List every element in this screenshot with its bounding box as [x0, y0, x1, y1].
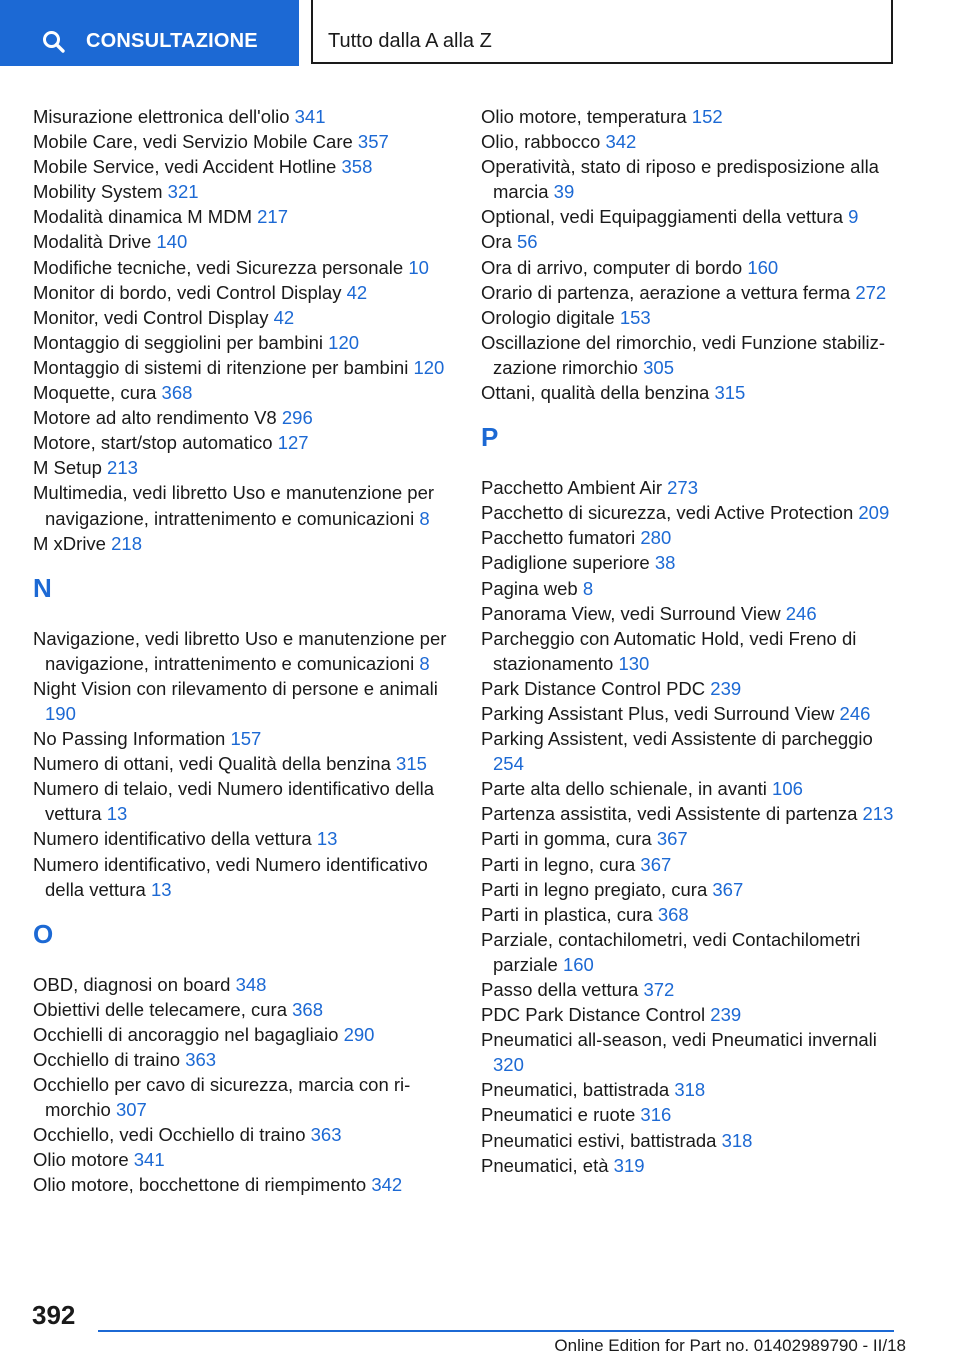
index-entry	[481, 255, 901, 280]
index-entry	[481, 927, 901, 977]
page-link[interactable]: 8	[582, 577, 594, 599]
index-entry-text: Oscillazione del rimorchio, vedi Funzione stabilizzazione rimorchio	[481, 331, 886, 378]
index-entry-text: Olio, rabbocco	[481, 131, 601, 153]
index-entry	[481, 626, 901, 676]
index-entry	[481, 154, 901, 204]
index-letter-heading: O	[33, 918, 54, 949]
index-letter-heading: P	[481, 422, 499, 453]
index-entry	[481, 1153, 901, 1178]
page-link[interactable]: 367	[640, 853, 672, 875]
page-link[interactable]: 315	[396, 753, 427, 775]
chapter-title: Tutto dalla A alla Z	[328, 30, 492, 52]
page-link[interactable]: 218	[111, 532, 142, 554]
index-entry	[481, 776, 901, 801]
index-entry	[33, 229, 453, 254]
index-entry	[33, 154, 453, 179]
index-column-right	[481, 104, 901, 1178]
index-entry	[481, 601, 901, 626]
index-entry-text: Olio motore	[33, 1149, 129, 1171]
index-entry	[33, 1072, 453, 1122]
page-link[interactable]: 367	[712, 878, 744, 900]
index-entry	[33, 972, 453, 997]
index-entry-text: Ottani, qualità della benzina	[481, 382, 710, 404]
index-entry-text: Olio motore, temperatura	[481, 106, 687, 127]
index-entry-text: Misurazione elettronica dell'olio	[33, 106, 290, 127]
page-link[interactable]: 368	[657, 903, 689, 925]
index-entry-text: Mobile Care, vedi Servizio Mobile Care	[33, 131, 353, 153]
index-entry-text: Parti in legno, cura	[481, 853, 636, 875]
page-link[interactable]: 9	[848, 206, 859, 228]
page-link[interactable]: 160	[562, 953, 594, 975]
index-entry	[33, 255, 453, 280]
page-link[interactable]: 10	[408, 256, 429, 278]
page-link[interactable]: 120	[413, 356, 445, 378]
page-link[interactable]: 357	[357, 131, 389, 153]
index-entry	[33, 355, 453, 380]
page-number: 392	[32, 1300, 76, 1330]
index-entry	[481, 1128, 901, 1153]
page-link[interactable]: 213	[862, 803, 894, 825]
index-entry	[481, 1102, 901, 1127]
index-entry-text: Operatività, stato di riposo e predisposizione alla marcia	[481, 156, 879, 203]
index-entry	[481, 500, 901, 525]
page-link[interactable]: 254	[493, 753, 524, 775]
page-link[interactable]: 140	[156, 231, 188, 253]
index-entry	[33, 852, 453, 902]
index-entry-text: Parti in legno pregiato, cura	[481, 878, 708, 900]
index-entry	[33, 480, 453, 530]
page-link[interactable]: 296	[281, 407, 313, 429]
index-entry	[481, 826, 901, 851]
edition-footer: Online Edition for Part no. 01402989790 - II/18	[554, 1336, 906, 1355]
index-entry	[33, 104, 453, 129]
page-link[interactable]: 106	[772, 778, 803, 800]
chapter-tab	[311, 0, 893, 64]
index-entry	[33, 1147, 453, 1172]
page-link[interactable]: 307	[115, 1099, 147, 1121]
index-entry-text: Parcheggio con Automatic Hold, vedi Freno di stazionamento	[481, 627, 857, 674]
page-link[interactable]: 127	[277, 432, 309, 454]
index-entry	[33, 751, 453, 776]
page-link[interactable]: 363	[310, 1124, 342, 1146]
page-link[interactable]: 160	[747, 256, 779, 278]
index-entry	[481, 1027, 901, 1077]
page-link[interactable]: 318	[721, 1129, 753, 1151]
index-entry	[481, 902, 901, 927]
index-entry-text: Parte alta dello schienale, in avanti	[481, 778, 767, 800]
index-entry	[481, 129, 901, 154]
index-entry-text: Numero di ottani, vedi Qualità della benzina	[33, 753, 391, 775]
page-link[interactable]: 342	[605, 131, 637, 153]
index-entry	[481, 330, 901, 380]
index-entry-text: Orario di partenza, aerazione a vettura ferma	[481, 281, 851, 303]
index-entry-text: Numero di telaio, vedi Numero identificativo della vettura	[33, 778, 435, 825]
index-entry-text: Pacchetto fumatori	[481, 527, 636, 549]
index-entry	[33, 204, 453, 229]
index-entry	[481, 305, 901, 330]
page-link[interactable]: 273	[667, 477, 699, 499]
section-label: CONSULTAZIONE	[86, 30, 258, 52]
index-entry	[33, 1022, 453, 1047]
index-entry	[481, 801, 901, 826]
index-entry	[481, 550, 901, 575]
index-entry	[481, 204, 901, 229]
page-link[interactable]: 56	[516, 231, 538, 253]
page-link[interactable]: 363	[185, 1049, 217, 1070]
page-link[interactable]: 319	[613, 1154, 645, 1176]
index-entry	[481, 229, 901, 254]
index-entry-text: Partenza assistita, vedi Assistente di partenza	[481, 803, 858, 825]
index-entry-text: Pneumatici all-season, vedi Pneumatici invernali	[481, 1029, 877, 1051]
index-entry-text: Montaggio di sistemi di ritenzione per bambini	[33, 356, 409, 378]
index-entry-text: Occhiello, vedi Occhiello di traino	[33, 1124, 306, 1146]
index-entry-text: Pneumatici estivi, battistrada	[481, 1129, 717, 1151]
page-link[interactable]: 316	[640, 1104, 672, 1126]
index-entry-text: Mobility System	[33, 181, 163, 203]
index-entry	[481, 676, 901, 701]
index-entry	[481, 525, 901, 550]
page-link[interactable]: 280	[640, 527, 672, 549]
index-entry-text: Pneumatici e ruote	[481, 1104, 636, 1126]
page-link[interactable]: 246	[839, 702, 871, 724]
index-entry	[33, 179, 453, 204]
page-link[interactable]: 358	[341, 156, 373, 178]
index-letter-heading: N	[33, 572, 52, 603]
page-link[interactable]: 321	[167, 181, 199, 203]
index-entry-text: Numero identificativo della vettura	[33, 828, 312, 850]
top-bar	[0, 0, 960, 66]
index-entry	[33, 1122, 453, 1147]
page-link[interactable]: 239	[710, 677, 742, 699]
page-link[interactable]: 13	[150, 878, 172, 900]
page-link[interactable]: 152	[691, 106, 723, 127]
index-entry-text: Parti in gomma, cura	[481, 828, 652, 850]
page-link[interactable]: 239	[710, 1004, 742, 1026]
index-entry-text: M Setup	[33, 457, 102, 479]
index-entry-text: Orologio digitale	[481, 306, 615, 328]
index-entry-text: Mobile Service, vedi Accident Hotline	[33, 156, 337, 178]
index-entry	[481, 701, 901, 726]
index-entry	[481, 726, 901, 776]
index-entry	[33, 531, 453, 556]
page-link[interactable]: 217	[257, 206, 288, 228]
index-entry	[33, 997, 453, 1022]
index-entry-text: Modifiche tecniche, vedi Sicurezza personale	[33, 256, 404, 278]
index-entry-text: Parking Assistant Plus, vedi Surround View	[481, 702, 835, 724]
page-link[interactable]: 209	[858, 502, 890, 524]
index-entry	[33, 280, 453, 305]
index-entry-text: Occhiello di traino	[33, 1049, 181, 1070]
search-icon	[42, 30, 66, 59]
index-entry-text: Parziale, contachilometri, vedi Contachilometri parziale	[481, 928, 861, 975]
index-entry-text: Parti in plastica, cura	[481, 903, 653, 925]
page-link[interactable]: 290	[343, 1023, 375, 1045]
page-link[interactable]: 341	[294, 106, 326, 127]
index-entry-text: OBD, diagnosi on board	[33, 973, 231, 995]
index-entry	[481, 104, 901, 129]
page-link[interactable]: 318	[674, 1079, 706, 1101]
page-link[interactable]: 38	[654, 552, 676, 574]
index-entry	[33, 129, 453, 154]
index-entry	[33, 330, 453, 355]
page-link[interactable]: 272	[855, 281, 887, 303]
footer-divider	[98, 1330, 894, 1332]
page-link[interactable]: 120	[328, 331, 360, 353]
index-entry	[33, 305, 453, 330]
index-entry	[481, 852, 901, 877]
index-entry-text: Modalità Drive	[33, 231, 152, 253]
index-entry-text: Motore ad alto rendimento V8	[33, 407, 277, 429]
page-link[interactable]: 13	[106, 803, 128, 825]
index-entry-text: Occhielli di ancoraggio nel bagagliaio	[33, 1023, 339, 1045]
index-entry-text: Moquette, cura	[33, 382, 157, 404]
index-entry-text: Panorama View, vedi Surround View	[481, 602, 781, 624]
page-link[interactable]: 246	[785, 602, 817, 624]
index-entry-text: Ora di arrivo, computer di bordo	[481, 256, 743, 278]
index-entry-text: Pacchetto di sicurezza, vedi Active Protection	[481, 502, 854, 524]
index-entry-text: Numero identificativo, vedi Numero identificativo della vettura	[33, 853, 428, 900]
page-link[interactable]: 305	[643, 356, 674, 378]
index-entry-text: Olio motore, bocchettone di riempimento	[33, 1174, 367, 1196]
index-entry-text: Passo della vettura	[481, 979, 639, 1000]
index-entry	[481, 380, 901, 405]
page-link[interactable]: 372	[643, 979, 675, 1000]
index-entry-text: PDC Park Distance Control	[481, 1004, 706, 1026]
page-link[interactable]: 213	[107, 457, 138, 479]
page-link[interactable]: 42	[346, 281, 368, 303]
index-entry	[481, 1002, 901, 1027]
index-entry-text: Monitor di bordo, vedi Control Display	[33, 281, 342, 303]
index-entry	[33, 380, 453, 405]
index-entry	[33, 405, 453, 430]
index-entry-text: Obiettivi delle telecamere, cura	[33, 998, 287, 1020]
page-link[interactable]: 348	[235, 973, 267, 995]
page-link[interactable]: 13	[316, 828, 338, 850]
section-tab-consultazione[interactable]	[0, 0, 299, 66]
index-entry	[33, 626, 453, 676]
page-link[interactable]: 42	[273, 306, 295, 328]
page-link[interactable]: 8	[419, 507, 430, 529]
index-entry	[33, 776, 453, 826]
index-entry-text: Pagina web	[481, 577, 578, 599]
page-link[interactable]: 320	[493, 1054, 524, 1076]
index-entry	[33, 726, 453, 751]
index-entry-text: Pneumatici, età	[481, 1154, 609, 1176]
page-link[interactable]: 368	[161, 382, 193, 404]
index-entry-text: No Passing Information	[33, 728, 226, 750]
index-entry	[33, 826, 453, 851]
index-entry	[481, 877, 901, 902]
index-entry-text: Multimedia, vedi libretto Uso e manutenzione per navigazione, intrattenimento e comunicazioni	[33, 482, 435, 529]
index-entry	[33, 1047, 453, 1072]
page-link[interactable]: 153	[619, 306, 651, 328]
index-entry-text: Optional, vedi Equipaggiamenti della vettura	[481, 206, 844, 228]
index-entry-text: M xDrive	[33, 532, 106, 554]
page-link[interactable]: 368	[292, 998, 323, 1020]
index-entry-text: Occhiello per cavo di sicurezza, marcia con rimorchio	[33, 1074, 411, 1121]
page-link[interactable]: 130	[618, 652, 650, 674]
index-column-left	[33, 104, 453, 1198]
index-entry-text: Modalità dinamica M MDM	[33, 206, 252, 228]
index-entry	[33, 1172, 453, 1197]
index-entry	[33, 430, 453, 455]
index-entry	[481, 1077, 901, 1102]
index-entry-text: Parking Assistent, vedi Assistente di parcheggio	[481, 728, 873, 750]
page-link[interactable]: 39	[553, 181, 575, 203]
index-entry-text: Pneumatici, battistrada	[481, 1079, 670, 1101]
index-entry-text: Night Vision con rilevamento di persone e animali	[33, 677, 438, 699]
index-entry-text: Ora	[481, 231, 512, 253]
index-entry	[481, 475, 901, 500]
page-link[interactable]: 8	[419, 652, 430, 674]
index-entry	[33, 676, 453, 726]
index-entry	[481, 977, 901, 1002]
index-entry-text: Montaggio di seggiolini per bambini	[33, 331, 324, 353]
index-entry-text: Motore, start/stop automatico	[33, 432, 273, 454]
index-entry-text: Pacchetto Ambient Air	[481, 477, 662, 499]
page-link[interactable]: 341	[133, 1149, 165, 1171]
index-entry	[481, 576, 901, 601]
page-link[interactable]: 367	[656, 828, 688, 850]
index-entry-text: Park Distance Control PDC	[481, 677, 706, 699]
index-entry	[33, 455, 453, 480]
page-link[interactable]: 315	[714, 382, 746, 404]
page-link[interactable]: 157	[230, 728, 262, 750]
index-entry-text: Monitor, vedi Control Display	[33, 306, 269, 328]
page-link[interactable]: 190	[45, 702, 76, 724]
page-link[interactable]: 342	[371, 1174, 403, 1196]
index-entry	[481, 280, 901, 305]
index-entry-text: Navigazione, vedi libretto Uso e manutenzione per navigazione, intrattenimento e comunicazioni	[33, 627, 447, 674]
index-entry-text: Padiglione superiore	[481, 552, 650, 574]
